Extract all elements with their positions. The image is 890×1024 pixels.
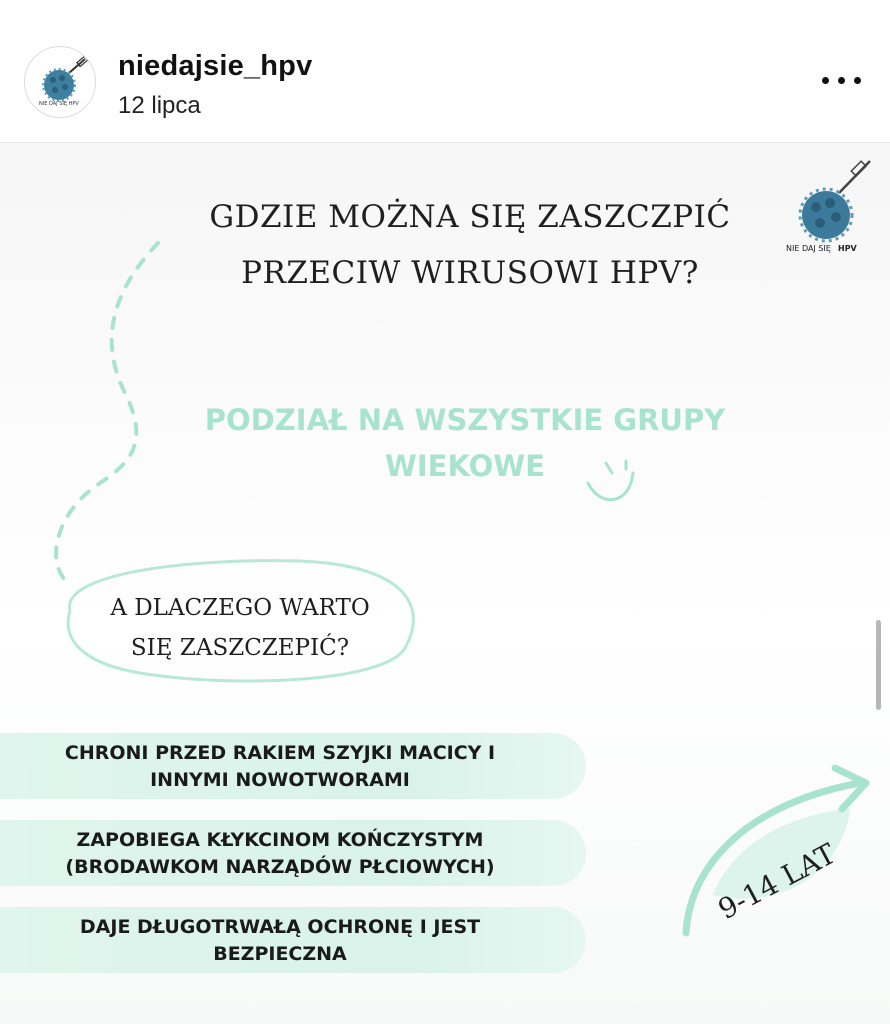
more-options-icon	[822, 77, 829, 84]
benefit-pill	[0, 907, 586, 973]
benefit-text: DAJE DŁUGOTRWAŁĄ OCHRONĘ I JEST	[79, 916, 481, 938]
benefit-text: INNYMI NOWOTWORAMI	[150, 769, 410, 791]
question-line-2: SIĘ ZASZCZEPIĆ?	[130, 635, 350, 661]
virus-logo-icon	[25, 47, 96, 118]
svg-text:HPV: HPV	[838, 244, 857, 253]
subtitle-line-1: PODZIAŁ NA WSZYSTKIE GRUPY	[204, 403, 726, 437]
benefit-text: (BRODAWKOM NARZĄDÓW PŁCIOWYCH)	[65, 856, 495, 878]
benefit-text: CHRONI PRZED RAKIEM SZYJKI MACICY I	[64, 742, 496, 764]
more-options-button[interactable]	[820, 68, 864, 92]
title-line-2: PRZECIW WIRUSOWI HPV?	[241, 255, 699, 291]
scrollbar[interactable]	[876, 620, 881, 710]
post-header	[0, 0, 890, 143]
benefit-pill	[0, 733, 586, 799]
benefit-text: BEZPIECZNA	[213, 943, 347, 965]
benefit-pill	[0, 820, 586, 886]
svg-text:NIE DAJ SIĘ HPV: NIE DAJ SIĘ HPV	[39, 101, 79, 107]
benefit-text: ZAPOBIEGA KŁYKCINOM KOŃCZYSTYM	[76, 829, 484, 851]
title-line-1: GDZIE MOŻNA SIĘ ZASZCZPIĆ	[209, 199, 731, 235]
post-date: 12 lipca	[118, 92, 201, 119]
subtitle-line-2: WIEKOWE	[384, 449, 546, 483]
question-line-1: A DLACZEGO WARTO	[110, 595, 370, 621]
avatar[interactable]	[24, 46, 96, 118]
post-username[interactable]: niedajsie_hpv	[118, 50, 313, 82]
post-image[interactable]	[0, 143, 890, 1024]
age-group-label: 9-14 LAT	[712, 836, 842, 927]
svg-text:NIE DAJ SIĘ: NIE DAJ SIĘ	[786, 244, 831, 253]
